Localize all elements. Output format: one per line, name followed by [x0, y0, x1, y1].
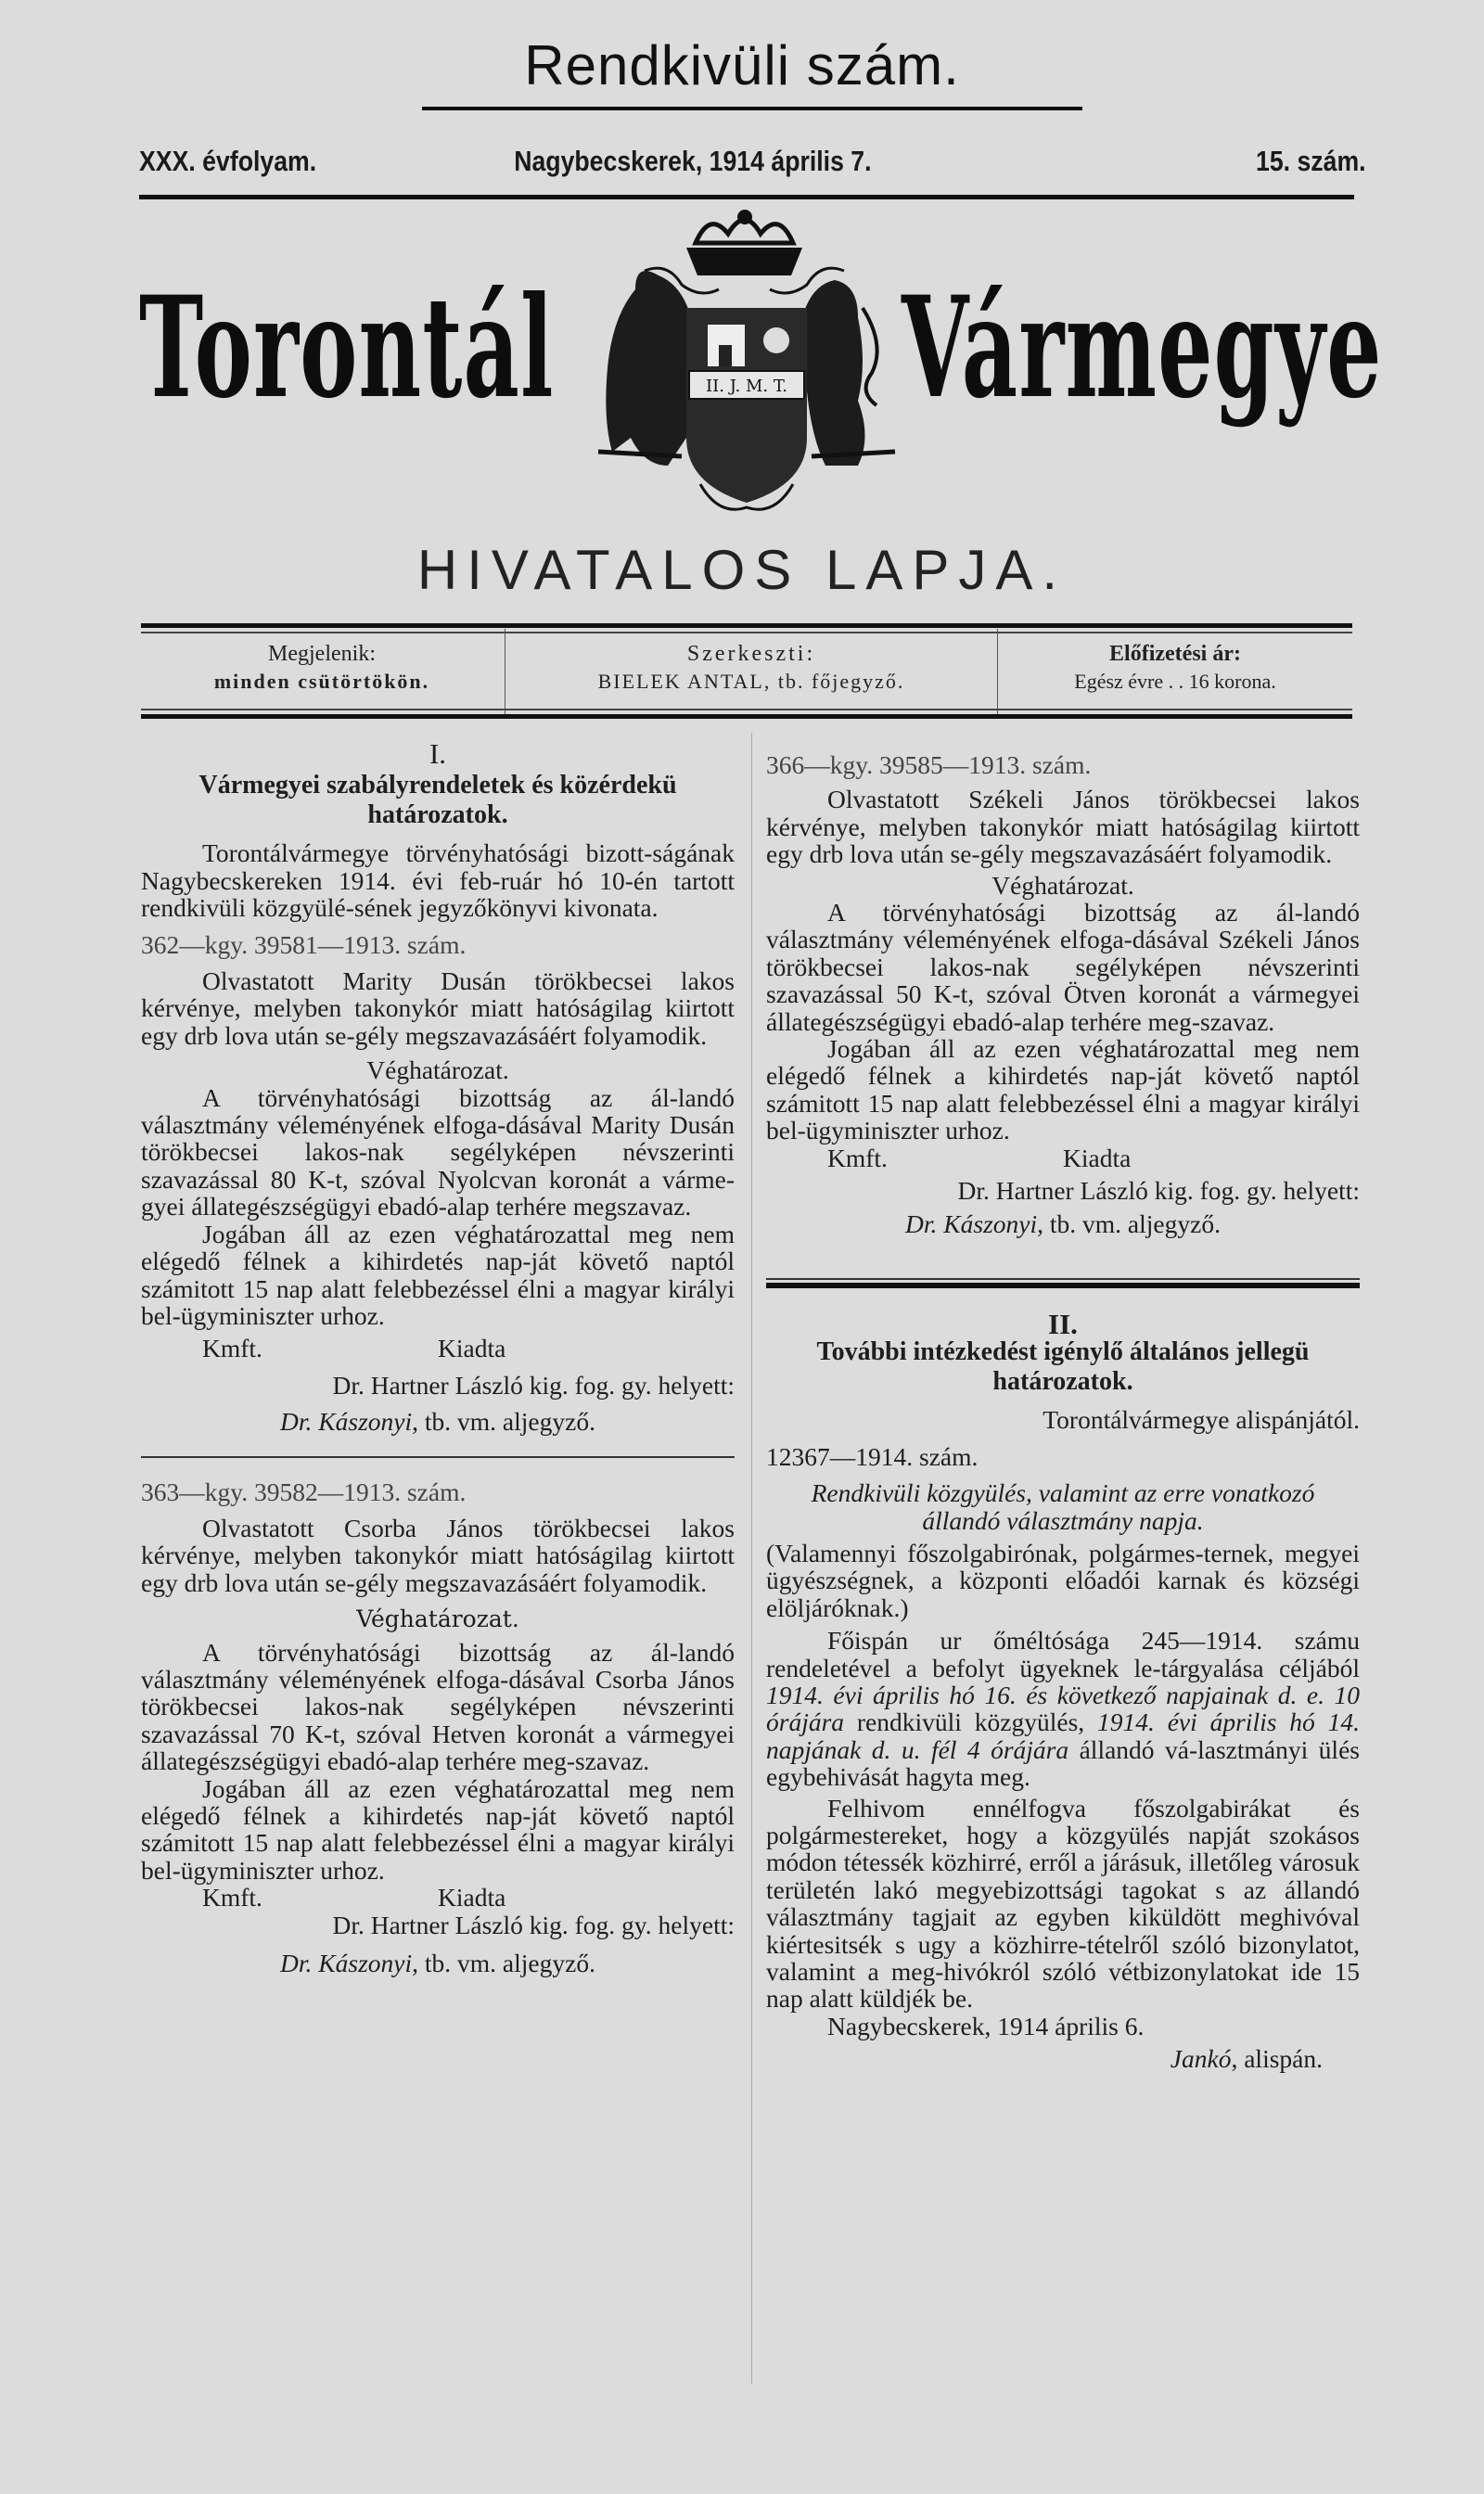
right-column — [766, 742, 1360, 2073]
appears-value: minden csütörtökön. — [213, 670, 430, 693]
issuer-title: , tb. vm. aljegyző. — [1037, 1209, 1221, 1238]
official-gazette-subtitle: HIVATALOS LAPJA. — [416, 539, 1068, 601]
signature-row — [141, 1884, 735, 1911]
info-bottom-rule — [141, 714, 1352, 719]
issue-number: 15. szám. — [1256, 145, 1366, 177]
crest-label: II. J. M. T. — [706, 377, 787, 396]
item-decision: A törvényhatósági bizottság az ál-landó választmány véleményének elfoga-dásával Csorba János törökbecsei lakos-nak segélyképen névszerinti szavazással 70 K-t, szóval Hetven koronát a vármegyei állategészségügyi ebadó-alap terhére meg-szavaz. — [141, 1637, 735, 1776]
appears-label: Megjelenik: — [268, 642, 376, 666]
issuer-line — [141, 1408, 735, 1435]
edition-rule — [139, 195, 1354, 199]
section-2-source: Torontálvármegye alispánjától. — [1043, 1405, 1360, 1435]
place-date: Nagybecskerek, 1914 április 7. — [514, 145, 872, 177]
para1-text-a: Főispán ur őméltósága 245—1914. számu rendeletével a befolyt ügyeknek le-tárgyalása céljából — [766, 1626, 1360, 1682]
section-2-paragraph-2: Felhivom ennélfogva főszolgabirákat és polgármestereket, hogy a közgyülés napját szokásos módon tétessék közhirré, erről a járásuk, illetőleg városuk területén lakó megyebizottsági tagokat s az állandó választmány tagjait az egyben kiküldött meghivóval kiértesitsék s ugy a közhirre-tételről szóló bizonylatot, valamint a meg-hivókról szóló vétbizonylatokat ide 15 nap alatt küldjék be. — [766, 1793, 1360, 2014]
item-decision: A törvényhatósági bizottság az ál-landó választmány véleményének elfoga-dásával Székeli János törökbecsei lakos-nak segélyképen névszerinti szavazással 50 K-t, szóval Ötven koronát a vármegyei állategészségügyi ebadó-alap terhére meg-szavaz. — [766, 898, 1360, 1036]
item-appeal: Jogában áll az ezen véghatározattal meg nem elégedő félnek a kihirdetés nap-ját követő naptól számitott 15 nap alatt felebbezéssel élni a magyar királyi bel-ügyminiszter urhoz. — [766, 1034, 1360, 1145]
title-underline — [422, 107, 1082, 110]
section-1-intro: Torontálvármegye törvényhatósági bizott-ságának Nagybecskereken 1914. évi feb-ruár hó 10-én tartott rendkivüli közgyülé-sének jegyzőkönyvi kivonata. — [141, 838, 735, 923]
section-2-signature — [766, 2045, 1360, 2072]
signature-row — [141, 1335, 735, 1362]
item-petition: Olvastatott Marity Dusán törökbecsei lakos kérvénye, melyben takonykór miatt hatóságilag kiirtott egy drb lova után se-gély megszavazásáért folyamodik. — [141, 966, 735, 1050]
signer-name: Jankó — [1170, 2044, 1232, 2074]
section-2-number-ref: 12367—1914. szám. — [766, 1441, 979, 1471]
item-separator — [141, 1456, 735, 1458]
editor-value: BIELEK ANTAL, tb. főjegyző. — [597, 670, 905, 693]
editor-label: Szerkeszti: — [686, 642, 816, 666]
info-cell-editor — [505, 629, 997, 714]
item-petition: Olvastatott Csorba János törökbecsei lakos kérvénye, melyben takonykór miatt hatóságilag kiirtott egy drb lova után se-gély megszavazásáért folyamodik. — [141, 1513, 735, 1597]
item-appeal: Jogában áll az ezen véghatározattal meg nem elégedő félnek a kihirdetés nap-ját követő naptól számitott 15 nap alatt felebbezéssel élni a magyar királyi bel-ügyminiszter urhoz. — [141, 1773, 735, 1885]
kiadta-label: Kiadta — [1063, 1143, 1132, 1172]
item-decision: A törvényhatósági bizottság az ál-landó választmány véleményének elfoga-dásával Marity Dusán törökbecsei lakos-nak segélyképen névszerinti szavazással 80 K-t, szóval Nyolcvan koronát a várme-gyei állategészségügyi ebadó-alap terhére megszavaz. — [141, 1082, 735, 1221]
kmft-label: Kmft. — [827, 1143, 888, 1172]
issuer-title: , tb. vm. aljegyző. — [412, 1407, 595, 1437]
info-bottom-rule-thin — [141, 709, 1352, 710]
signer-line: Dr. Hartner László kig. fog. gy. helyett: — [957, 1176, 1360, 1206]
section-2-paragraph-1 — [766, 1627, 1360, 1790]
decision-title: Véghatározat. — [991, 870, 1134, 900]
info-top-rule — [141, 623, 1352, 628]
section-1-number: I. — [429, 737, 447, 770]
para1-date-committee: 1914. évi április hó 14. napjának d. u. fél 4 órájára — [766, 1707, 1360, 1764]
item-number: 366—kgy. 39585—1913. szám. — [766, 750, 1092, 779]
section-2-title: További intézkedést igénylő általános jellegü határozatok. — [816, 1337, 1310, 1397]
kiadta-label: Kiadta — [438, 1334, 506, 1363]
masthead-title-right: Vármegye — [902, 266, 1383, 429]
decision-title: Véghatározat. — [366, 1055, 509, 1085]
signer-line: Dr. Hartner László kig. fog. gy. helyett: — [332, 1910, 735, 1939]
special-issue-title: Rendkivüli szám. — [524, 34, 960, 96]
section-2-dateline: Nagybecskerek, 1914 április 6. — [827, 2011, 1145, 2040]
kiadta-label: Kiadta — [438, 1883, 506, 1912]
para1-text-e: állandó vá-lasztmányi ülés egybehivását hagyta meg. — [766, 1734, 1360, 1792]
section-2-addressees: (Valamennyi főszolgabirónak, polgármes-ternek, megyei ügyészségnek, a központi előadói karnak és községi elöljáróknak.) — [766, 1538, 1360, 1622]
issuer-line — [766, 1210, 1360, 1237]
kmft-label: Kmft. — [202, 1883, 262, 1912]
left-column — [141, 733, 735, 1976]
price-label: Előfizetési ár: — [1109, 642, 1241, 666]
issuer-line — [141, 1950, 735, 1976]
issuer-name: Dr. Kászonyi — [280, 1949, 413, 1978]
signer-title: , alispán. — [1231, 2044, 1323, 2074]
publication-info-box — [141, 629, 1352, 714]
issuer-name: Dr. Kászonyi — [905, 1209, 1038, 1238]
info-cell-appears — [141, 629, 503, 714]
para1-date-general-assembly: 1914. évi április hó 16. és következő napjainak d. e. 10 órájára — [766, 1680, 1360, 1737]
signature-row — [766, 1145, 1360, 1171]
issuer-name: Dr. Kászonyi — [280, 1407, 413, 1437]
masthead-title-left: Torontál — [139, 266, 555, 429]
issuer-title: , tb. vm. aljegyző. — [412, 1949, 595, 1978]
decision-title: Véghatározat. — [356, 1605, 519, 1633]
item-petition: Olvastatott Székeli János törökbecsei lakos kérvénye, melyben takonykór miatt hatóságilag kiirtott egy drb lova után se-gély megszavazásáért folyamodik. — [766, 785, 1360, 869]
signer-line: Dr. Hartner László kig. fog. gy. helyett: — [332, 1370, 735, 1400]
section-2-subject: Rendkivüli közgyülés, valamint az erre vonatkozó állandó választmány napja. — [811, 1478, 1315, 1535]
item-number: 362—kgy. 39581—1913. szám. — [141, 929, 467, 959]
edition-line — [139, 145, 1366, 187]
kmft-label: Kmft. — [202, 1334, 262, 1363]
section-2-number: II. — [1048, 1307, 1078, 1340]
price-value: Egész évre . . 16 korona. — [1074, 670, 1276, 693]
coat-of-arms-icon — [580, 206, 909, 526]
item-number: 363—kgy. 39582—1913. szám. — [141, 1477, 467, 1506]
section-separator — [766, 1278, 1360, 1288]
para1-text-c: rendkivüli közgyülés, — [844, 1707, 1097, 1737]
info-cell-price — [998, 629, 1352, 714]
item-appeal: Jogában áll az ezen véghatározattal meg nem elégedő félnek a kihirdetés nap-ját követő naptól számitott 15 nap alatt felebbezéssel élni a magyar királyi bel-ügyminiszter urhoz. — [141, 1219, 735, 1330]
volume-label: XXX. évfolyam. — [139, 145, 317, 177]
section-1-title: Vármegyei szabályrendeletek és közérdekü határozatok. — [198, 771, 677, 830]
column-divider — [751, 733, 752, 2384]
